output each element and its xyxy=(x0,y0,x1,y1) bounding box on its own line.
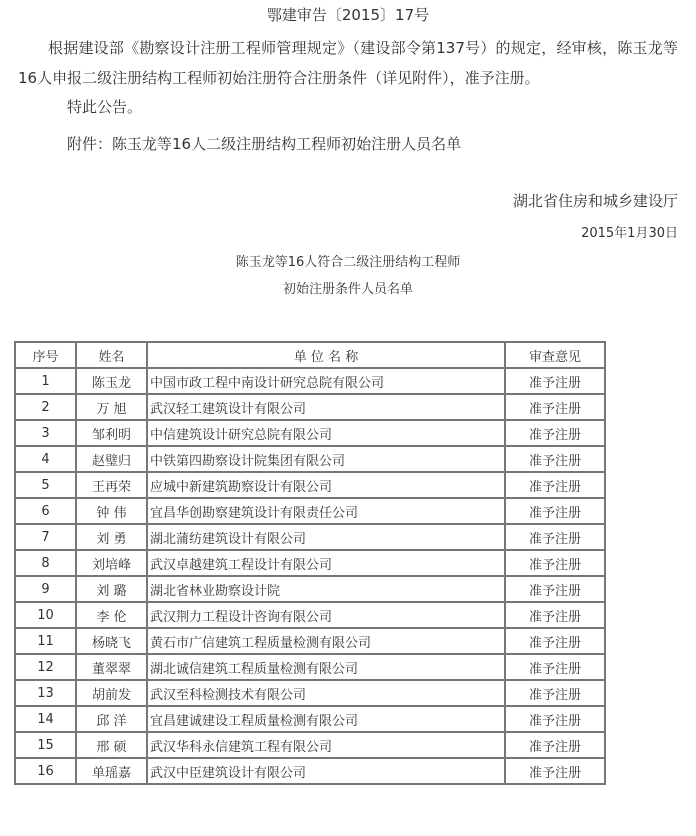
cell-no: 11 xyxy=(15,628,76,654)
cell-no: 10 xyxy=(15,602,76,628)
table-row xyxy=(15,680,605,706)
cell-no: 7 xyxy=(15,524,76,550)
cell-opinion: 准予注册 xyxy=(505,472,605,498)
cell-unit: 中国市政工程中南设计研究总院有限公司 xyxy=(147,368,505,394)
cell-opinion: 准予注册 xyxy=(505,446,605,472)
cell-opinion: 准予注册 xyxy=(505,758,605,784)
cell-unit: 应城中新建筑勘察设计有限公司 xyxy=(147,472,505,498)
cell-name: 杨晓飞 xyxy=(76,628,147,654)
cell-no: 12 xyxy=(15,654,76,680)
cell-unit: 湖北诚信建筑工程质量检测有限公司 xyxy=(147,654,505,680)
cell-no: 8 xyxy=(15,550,76,576)
list-title-line1: 陈玉龙等16人符合二级注册结构工程师 xyxy=(235,255,461,270)
cell-opinion: 准予注册 xyxy=(505,628,605,654)
cell-opinion: 准予注册 xyxy=(505,550,605,576)
table-row xyxy=(15,576,605,602)
cell-name: 邱 洋 xyxy=(76,706,147,732)
cell-opinion: 准予注册 xyxy=(505,368,605,394)
cell-opinion: 准予注册 xyxy=(505,498,605,524)
cell-no: 9 xyxy=(15,576,76,602)
cell-no: 1 xyxy=(15,368,76,394)
cell-no: 5 xyxy=(15,472,76,498)
issuing-authority: 湖北省住房和城乡建设厅 xyxy=(512,192,678,210)
table-row xyxy=(15,654,605,680)
issue-date: 2015年1月30日 xyxy=(581,226,678,241)
cell-no: 13 xyxy=(15,680,76,706)
cell-opinion: 准予注册 xyxy=(505,732,605,758)
table-row xyxy=(15,472,605,498)
attachment-line: 附件：陈玉龙等16人二级注册结构工程师初始注册人员名单 xyxy=(67,135,462,153)
table-row xyxy=(15,524,605,550)
table-row xyxy=(15,394,605,420)
cell-unit: 黄石市广信建筑工程质量检测有限公司 xyxy=(147,628,505,654)
cell-unit: 中铁第四勘察设计院集团有限公司 xyxy=(147,446,505,472)
table-body xyxy=(15,368,605,784)
cell-name: 单瑶嘉 xyxy=(76,758,147,784)
cell-name: 万 旭 xyxy=(76,394,147,420)
cell-opinion: 准予注册 xyxy=(505,654,605,680)
cell-name: 邢 硕 xyxy=(76,732,147,758)
table-row xyxy=(15,732,605,758)
cell-opinion: 准予注册 xyxy=(505,602,605,628)
cell-no: 2 xyxy=(15,394,76,420)
cell-no: 6 xyxy=(15,498,76,524)
cell-name: 王再荣 xyxy=(76,472,147,498)
header-no: 序号 xyxy=(15,342,76,368)
cell-unit: 武汉至科检测技术有限公司 xyxy=(147,680,505,706)
header-name: 姓名 xyxy=(76,342,147,368)
cell-opinion: 准予注册 xyxy=(505,394,605,420)
table-row xyxy=(15,602,605,628)
cell-no: 4 xyxy=(15,446,76,472)
cell-name: 陈玉龙 xyxy=(76,368,147,394)
cell-unit: 湖北省林业勘察设计院 xyxy=(147,576,505,602)
cell-unit: 湖北蒲纺建筑设计有限公司 xyxy=(147,524,505,550)
document-number: 鄂建审告〔2015〕17号 xyxy=(266,6,430,24)
table-row xyxy=(15,706,605,732)
cell-unit: 武汉华科永信建筑工程有限公司 xyxy=(147,732,505,758)
table-row xyxy=(15,498,605,524)
cell-no: 16 xyxy=(15,758,76,784)
list-title-line2: 初始注册条件人员名单 xyxy=(282,282,413,297)
cell-unit: 武汉卓越建筑工程设计有限公司 xyxy=(147,550,505,576)
table-row xyxy=(15,628,605,654)
cell-no: 3 xyxy=(15,420,76,446)
cell-opinion: 准予注册 xyxy=(505,524,605,550)
notice-statement: 特此公告。 xyxy=(67,98,143,116)
cell-opinion: 准予注册 xyxy=(505,420,605,446)
cell-unit: 武汉轻工建筑设计有限公司 xyxy=(147,394,505,420)
cell-unit: 宜昌建诚建设工程质量检测有限公司 xyxy=(147,706,505,732)
announcement-body: 根据建设部《勘察设计注册工程师管理规定》（建设部令第137号）的规定，经审核，陈玉龙等16人申报二级注册结构工程师初始注册符合注册条件（详见附件），准予注册。 xyxy=(18,39,678,87)
cell-name: 董翠翠 xyxy=(76,654,147,680)
table-row xyxy=(15,420,605,446)
cell-opinion: 准予注册 xyxy=(505,576,605,602)
cell-no: 14 xyxy=(15,706,76,732)
cell-name: 赵璧归 xyxy=(76,446,147,472)
cell-name: 刘 璐 xyxy=(76,576,147,602)
cell-opinion: 准予注册 xyxy=(505,680,605,706)
header-unit: 单 位 名 称 xyxy=(147,342,505,368)
registration-table xyxy=(14,341,606,785)
header-opinion: 审查意见 xyxy=(505,342,605,368)
table-row xyxy=(15,550,605,576)
table-row xyxy=(15,368,605,394)
table-row xyxy=(15,758,605,784)
cell-name: 李 伦 xyxy=(76,602,147,628)
table-row xyxy=(15,446,605,472)
cell-unit: 中信建筑设计研究总院有限公司 xyxy=(147,420,505,446)
cell-name: 钟 伟 xyxy=(76,498,147,524)
cell-unit: 宜昌华创勘察建筑设计有限责任公司 xyxy=(147,498,505,524)
cell-unit: 武汉荆力工程设计咨询有限公司 xyxy=(147,602,505,628)
table-header-row xyxy=(15,342,605,368)
cell-unit: 武汉中臣建筑设计有限公司 xyxy=(147,758,505,784)
cell-name: 邹利明 xyxy=(76,420,147,446)
cell-no: 15 xyxy=(15,732,76,758)
cell-name: 胡前发 xyxy=(76,680,147,706)
cell-name: 刘 勇 xyxy=(76,524,147,550)
cell-name: 刘培峰 xyxy=(76,550,147,576)
cell-opinion: 准予注册 xyxy=(505,706,605,732)
